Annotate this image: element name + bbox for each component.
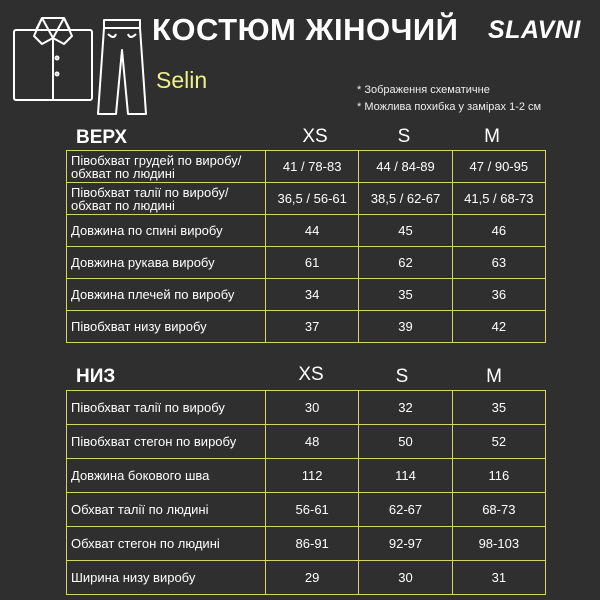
measurement-value: 48: [266, 425, 359, 459]
measurement-value: 37: [266, 311, 359, 343]
measurement-value: 50: [359, 425, 452, 459]
section-title-top: ВЕРХ: [76, 127, 128, 148]
measurement-value: 29: [266, 561, 359, 595]
size-head-m: M: [484, 126, 500, 147]
measurement-label: Довжина рукава виробу: [67, 247, 266, 279]
table-row: [67, 493, 546, 527]
measurement-value: 46: [452, 215, 545, 247]
measurement-label: Обхват стегон по людині: [67, 527, 266, 561]
garment-icons: [12, 10, 148, 118]
measurement-label: Півобхват низу виробу: [67, 311, 266, 343]
measurement-value: 41,5 / 68-73: [452, 183, 545, 215]
measurement-value: 36: [452, 279, 545, 311]
measurement-value: 112: [266, 459, 359, 493]
measurement-value: 114: [359, 459, 452, 493]
measurement-value: 92-97: [359, 527, 452, 561]
measurement-label: Ширина низу виробу: [67, 561, 266, 595]
measurement-value: 32: [359, 391, 452, 425]
measurement-value: 61: [266, 247, 359, 279]
size-head-s: S: [397, 126, 411, 147]
measurement-value: 30: [359, 561, 452, 595]
measurement-label: Обхват талії по людині: [67, 493, 266, 527]
measurement-label: Півобхват талії по виробу/ обхват по людині: [67, 183, 266, 215]
measurement-value: 45: [359, 215, 452, 247]
table-row: [67, 527, 546, 561]
measurement-value: 31: [452, 561, 545, 595]
size-head-xs-bottom: XS: [298, 364, 324, 385]
section-title-bottom: НИЗ: [76, 366, 116, 387]
measurement-value: 44: [266, 215, 359, 247]
measurement-value: 62-67: [359, 493, 452, 527]
measurement-value: 47 / 90-95: [452, 151, 545, 183]
table-row: [67, 561, 546, 595]
size-head-m-bottom: M: [486, 366, 502, 387]
measurement-value: 41 / 78-83: [266, 151, 359, 183]
measurement-value: 36,5 / 56-61: [266, 183, 359, 215]
top-size-table: [66, 150, 546, 343]
measurement-value: 38,5 / 62-67: [359, 183, 452, 215]
table-row: [67, 391, 546, 425]
table-row: [67, 215, 546, 247]
table-row: [67, 247, 546, 279]
table-row: [67, 459, 546, 493]
bottom-size-table: [66, 390, 546, 595]
measurement-value: 30: [266, 391, 359, 425]
model-name: Selin: [156, 67, 208, 93]
measurement-label: Півобхват грудей по виробу/ обхват по людині: [67, 151, 266, 183]
size-head-xs: XS: [302, 126, 328, 147]
measurement-value: 35: [452, 391, 545, 425]
page-title: КОСТЮМ ЖІНОЧИЙ: [152, 12, 459, 47]
table-row: [67, 151, 546, 183]
brand-logo: SLAVNI: [488, 16, 581, 44]
measurement-value: 44 / 84-89: [359, 151, 452, 183]
shirt-icon: [14, 18, 92, 100]
measurement-label: Довжина по спині виробу: [67, 215, 266, 247]
measurement-value: 116: [452, 459, 545, 493]
table-row: [67, 279, 546, 311]
measurement-label: Півобхват стегон по виробу: [67, 425, 266, 459]
table-row: [67, 183, 546, 215]
measurement-value: 56-61: [266, 493, 359, 527]
measurement-value: 52: [452, 425, 545, 459]
measurement-value: 98-103: [452, 527, 545, 561]
note-tolerance: * Можлива похибка у замірах 1-2 см: [357, 101, 542, 113]
measurement-value: 68-73: [452, 493, 545, 527]
measurement-value: 42: [452, 311, 545, 343]
table-row: [67, 425, 546, 459]
size-head-s-bottom: S: [395, 366, 409, 387]
measurement-value: 86-91: [266, 527, 359, 561]
trousers-icon: [98, 20, 146, 114]
measurement-value: 34: [266, 279, 359, 311]
measurement-value: 39: [359, 311, 452, 343]
measurement-value: 62: [359, 247, 452, 279]
measurement-value: 35: [359, 279, 452, 311]
measurement-label: Довжина бокового шва: [67, 459, 266, 493]
note-schematic: * Зображення схематичне: [357, 84, 490, 96]
table-row: [67, 311, 546, 343]
measurement-label: Півобхват талії по виробу: [67, 391, 266, 425]
measurement-value: 63: [452, 247, 545, 279]
measurement-label: Довжина плечей по виробу: [67, 279, 266, 311]
